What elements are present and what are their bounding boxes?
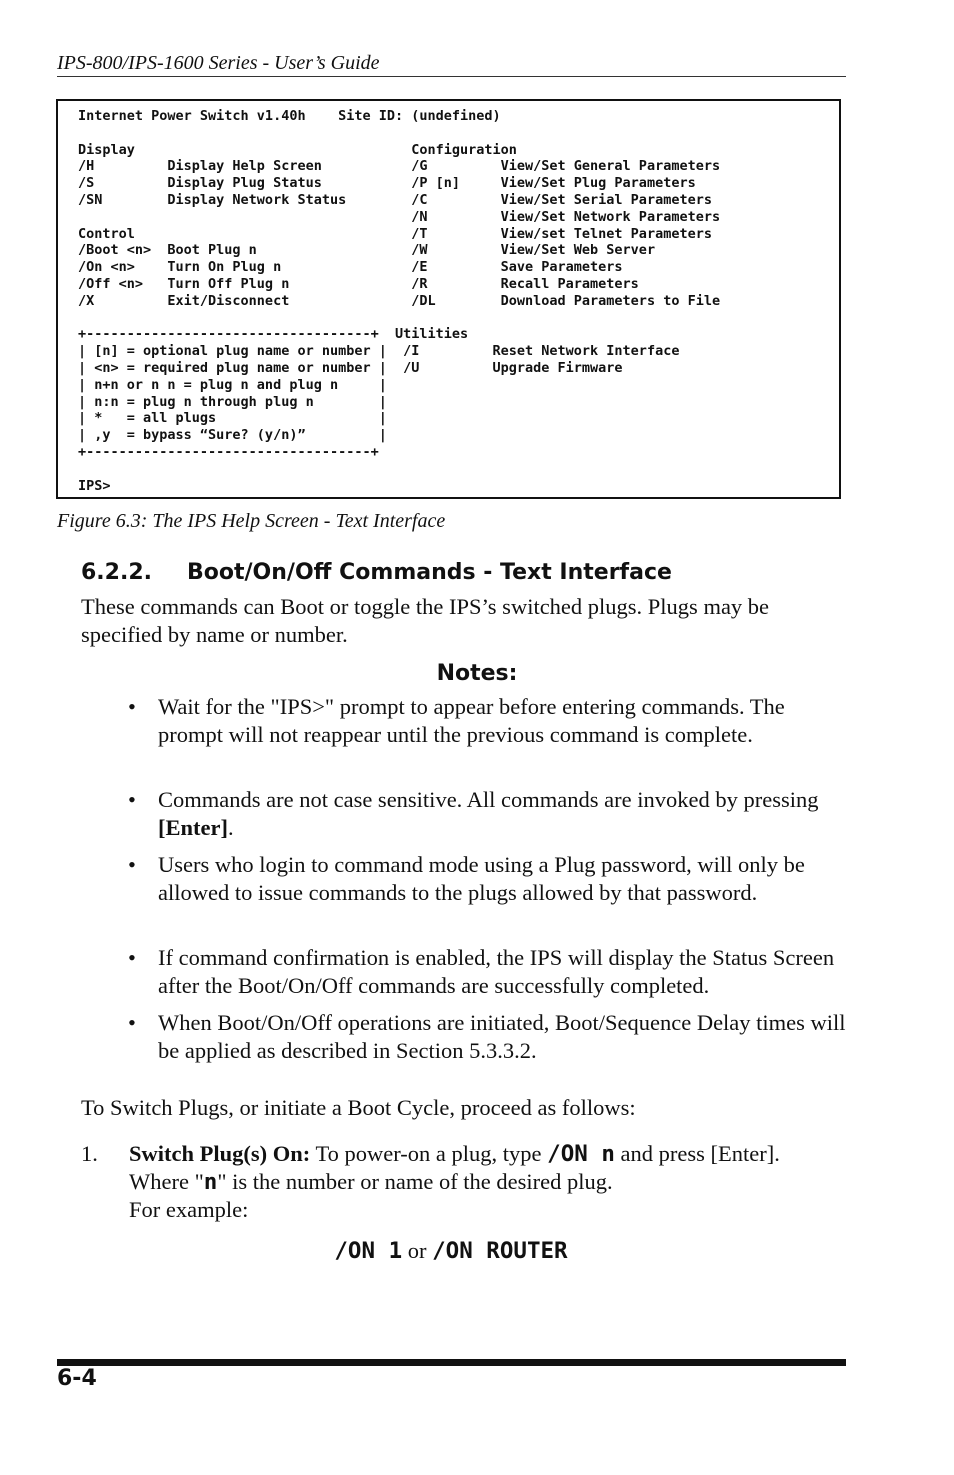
terminal-line: +-----------------------------------+ — [78, 443, 379, 460]
step-text-part: To power-on a plug, type — [310, 1141, 548, 1166]
terminal-line: /Off <n> Turn Off Plug n /R Recall Parameters — [78, 275, 639, 292]
example-commands — [0, 1237, 902, 1265]
page-number: 6-4 — [57, 1366, 97, 1391]
terminal-line: /SN Display Network Status /C View/Set Serial Parameters — [78, 191, 712, 208]
step-text-part: and press [Enter]. — [614, 1141, 780, 1166]
note-text: Commands are not case sensitive. All commands are invoked by pressing — [158, 787, 819, 812]
command-code: n — [203, 1169, 218, 1195]
step-text-part: For example: — [129, 1197, 249, 1222]
terminal-text — [78, 108, 720, 494]
bullet-marker: • — [128, 694, 136, 719]
terminal-line — [78, 310, 720, 327]
bullet-marker: • — [128, 945, 136, 970]
terminal-line: | n+n or n n = plug n and plug n | — [78, 376, 387, 393]
terminal-line: +-----------------------------------+ Utilities — [78, 326, 469, 343]
bullet-marker: • — [128, 1010, 136, 1035]
terminal-line: /H Display Help Screen /G View/Set General Parameters — [78, 158, 721, 175]
terminal-line: /On <n> Turn On Plug n /E Save Parameters — [78, 259, 623, 276]
terminal-line: | ,y = bypass “Sure? (y/n)” | — [78, 427, 387, 444]
bullet-marker: • — [128, 852, 136, 877]
terminal-line: IPS> — [78, 477, 111, 494]
note-text: . — [227, 815, 234, 840]
note-item: Wait for the "IPS>" prompt to appear before entering commands. The prompt will not reappear until the previous command is complete. — [158, 694, 785, 747]
step-number: 1. — [81, 1141, 98, 1166]
terminal-line: | [n] = optional plug name or number | /I Reset Network Interface — [78, 343, 680, 360]
footer-rule — [57, 1359, 846, 1366]
note-item: When Boot/On/Off operations are initiated, Boot/Sequence Delay times will be applied as described in Section 5.3.3.2. — [158, 1010, 846, 1063]
section-intro: These commands can Boot or toggle the IPS’s switched plugs. Plugs may be specified by name or number. — [81, 594, 770, 647]
step-text-part: " is the number or name of the desired plug. — [217, 1169, 613, 1194]
section-title: Boot/On/Off Commands - Text Interface — [187, 560, 672, 585]
command-code: /ON n — [547, 1141, 615, 1167]
note-item: Users who login to command mode using a Plug password, will only be allowed to issue commands to the plugs allowed by that password. — [158, 852, 805, 905]
terminal-line: Display Configuration — [78, 141, 517, 158]
command-code: /ON ROUTER — [432, 1238, 568, 1264]
header-rule — [57, 76, 846, 77]
terminal-screenshot — [56, 99, 841, 499]
note-item — [158, 786, 848, 842]
notes-heading: Notes: — [436, 661, 518, 686]
figure-caption: Figure 6.3: The IPS Help Screen - Text Interface — [57, 510, 446, 532]
terminal-line: | <n> = required plug name or number | /U Upgrade Firmware — [78, 359, 623, 376]
terminal-line: /S Display Plug Status /P [n] View/Set Plug Parameters — [78, 175, 696, 192]
enter-key-label: [Enter] — [158, 815, 228, 840]
bullet-marker: • — [128, 787, 136, 812]
example-or: or — [402, 1238, 433, 1263]
step-label: Switch Plug(s) On: — [129, 1141, 311, 1166]
running-header: IPS-800/IPS-1600 Series - User’s Guide — [57, 52, 380, 74]
terminal-line: Internet Power Switch v1.40h Site ID: (undefined) — [78, 108, 501, 124]
note-item: If command confirmation is enabled, the IPS will display the Status Screen after the Boot/On/Off commands are successfully completed. — [158, 945, 835, 998]
step-text — [129, 1140, 849, 1224]
command-code: /ON 1 — [334, 1238, 403, 1264]
terminal-line: Control /T View/set Telnet Parameters — [78, 225, 712, 242]
terminal-line: /Boot <n> Boot Plug n /W View/Set Web Server — [78, 242, 656, 259]
terminal-line: | * = all plugs | — [78, 410, 387, 427]
terminal-line: /X Exit/Disconnect /DL Download Parameters to File — [78, 292, 721, 309]
terminal-line: /N View/Set Network Parameters — [78, 208, 721, 225]
step-text-part: Where " — [129, 1169, 204, 1194]
terminal-line — [78, 461, 720, 478]
terminal-line — [78, 125, 720, 142]
procedure-intro: To Switch Plugs, or initiate a Boot Cycle, proceed as follows: — [81, 1095, 636, 1120]
section-number: 6.2.2. — [81, 560, 152, 585]
terminal-line: | n:n = plug n through plug n | — [78, 393, 387, 410]
